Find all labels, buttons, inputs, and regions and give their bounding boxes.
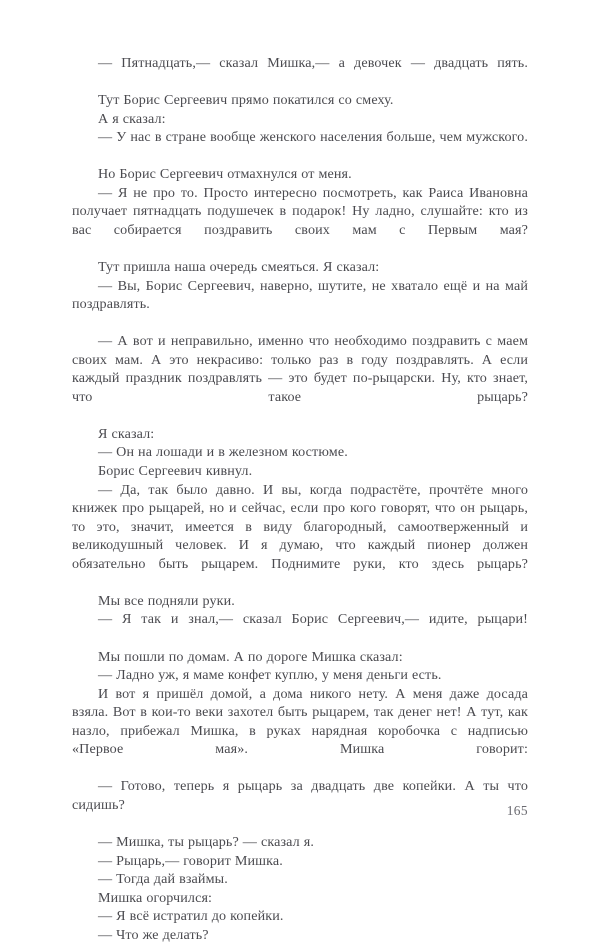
paragraph: И вот я пришёл домой, а дома никого нету. А меня даже досада взяла. Вот в кои-то веки захотел быть рыцарем, так денег нет! А тут, как назло, прибежал Мишка, в руках нарядная коробочка с надписью «Первое мая». Мишка говорит: [72, 685, 528, 758]
page-number: 165 [506, 803, 528, 818]
paragraph: — Он на лошади и в железном костюме. [98, 444, 348, 461]
paragraph: — Я всё истратил до копейки. [98, 908, 284, 925]
paragraph: Я сказал: [98, 425, 155, 442]
paragraph: А я сказал: [98, 110, 166, 127]
paragraph: — Я так и знал,— сказал Борис Сергеевич,— идите, рыцари! [98, 611, 528, 628]
paragraph: — Тогда дай взаймы. [98, 871, 228, 888]
paragraph: Но Борис Сергеевич отмахнулся от меня. [98, 166, 352, 183]
paragraph: — Рыцарь,— говорит Мишка. [98, 852, 283, 869]
paragraph: — Мишка, ты рыцарь? — сказал я. [98, 833, 314, 850]
paragraph: Борис Сергеевич кивнул. [98, 463, 253, 480]
paragraph: Мы пошли по домам. А по дороге Мишка сказал: [98, 648, 403, 665]
paragraph: — А вот и неправильно, именно что необходимо поздравить с маем своих мам. А это некрасиво: только раз в году поздравлять. А если каждый праздник поздравлять — это будет по-рыцарски. Ну, кто знает, что такое рыцарь? [72, 333, 528, 405]
paragraph: — Ладно уж, я маме конфет куплю, у меня деньги есть. [98, 667, 442, 684]
paragraph: — Пятнадцать,— сказал Мишка,— а девочек — двадцать пять. [98, 55, 528, 71]
paragraph: Тут Борис Сергеевич прямо покатился со смеху. [98, 92, 394, 109]
paragraph: — Да, так было давно. И вы, когда подрастёте, прочтёте много книжек про рыцарей, но и сейчас, если про кого говорят, что он рыцарь, то это, значит, имеется в виду благородный, самоотверженный и великодушный человек. И я думаю, что каждый пионер должен обязательно быть рыцарем. Поднимите руки, кто здесь рыцарь? [72, 481, 528, 572]
paragraph: — Что же делать? [98, 926, 209, 943]
paragraph: — У нас в стране вообще женского населения больше, чем мужского. [98, 129, 528, 146]
paragraph: Мы все подняли руки. [98, 592, 235, 609]
paragraph: Тут пришла наша очередь смеяться. Я сказал: [98, 259, 380, 276]
paragraph: Мишка огорчился: [98, 889, 213, 906]
paragraph: — Вы, Борис Сергеевич, наверно, шутите, не хватало ещё и на май поздравлять. [72, 277, 528, 313]
paragraph: — Я не про то. Просто интересно посмотреть, как Раиса Ивановна получает пятнадцать подушечек в подарок! Ну ладно, слушайте: кто из вас собирается поздравить своих мам с Первым мая? [72, 184, 528, 238]
paragraph: — Готово, теперь я рыцарь за двадцать две копейки. А ты что сидишь? [72, 778, 528, 813]
